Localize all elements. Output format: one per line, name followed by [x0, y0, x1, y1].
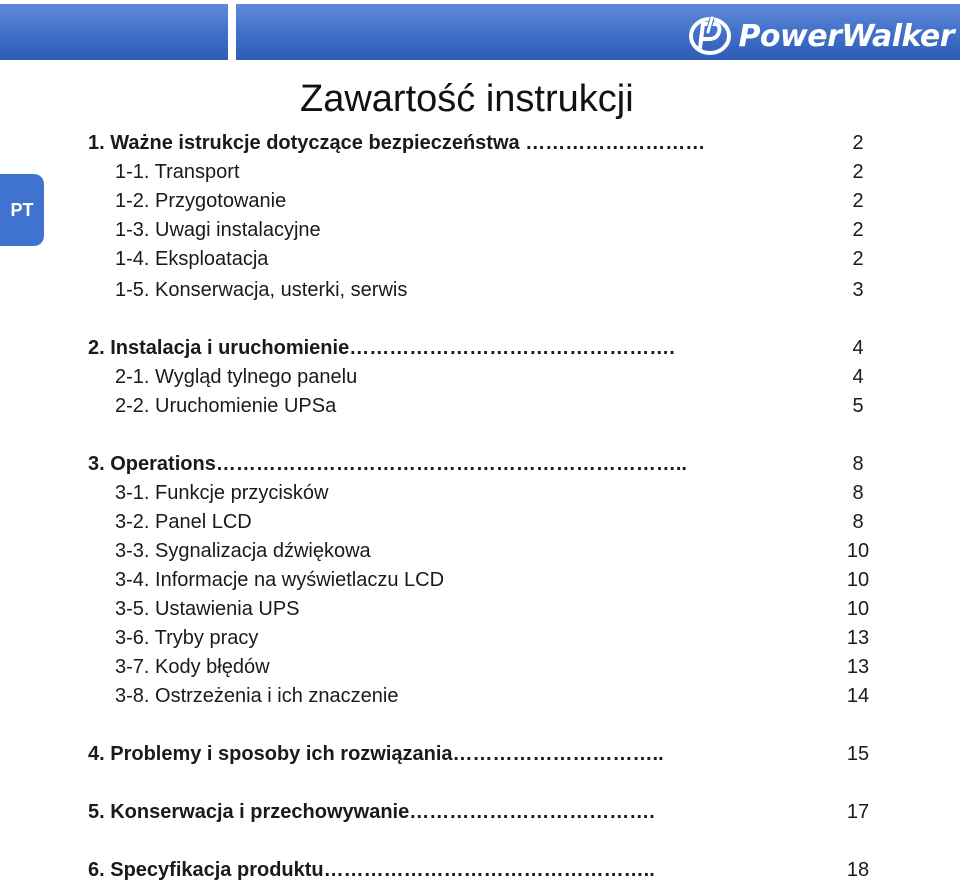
toc-entry-1-2 [0, 188, 960, 214]
toc-entry-3-7 [0, 654, 960, 680]
toc-page-number: 10 [846, 540, 870, 562]
toc-label: 1-1. Transport [115, 161, 240, 183]
power-walker-logo-icon [688, 14, 732, 58]
toc-page-number: 13 [846, 627, 870, 649]
toc-page-number: 2 [852, 219, 864, 241]
toc-label: 3-3. Sygnalizacja dźwiękowa [115, 540, 371, 562]
toc-page-number: 2 [852, 248, 864, 270]
toc-page-number: 4 [852, 366, 864, 388]
language-tab-label: PT [10, 199, 34, 220]
toc-entry-3-6 [0, 625, 960, 651]
toc-page-number: 8 [852, 482, 864, 504]
header-banner [0, 0, 960, 62]
toc-page-number: 8 [852, 511, 864, 533]
toc-label: 1-2. Przygotowanie [115, 190, 287, 212]
toc-page-number: 15 [846, 743, 870, 765]
toc-label: 3-6. Tryby pracy [115, 627, 259, 649]
toc-label: 3-8. Ostrzeżenia i ich znaczenie [115, 685, 399, 707]
toc-section-5 [0, 799, 960, 825]
toc-entry-3-8 [0, 683, 960, 709]
toc-label: 3. Operations…………………………………………………………….. [88, 453, 687, 475]
header-bar-left [0, 4, 228, 60]
toc-section-6 [0, 857, 960, 883]
header-bar-right [236, 4, 960, 60]
toc-page-number: 3 [852, 279, 864, 301]
toc-label: 1-3. Uwagi instalacyjne [115, 219, 321, 241]
toc-entry-1-1 [0, 159, 960, 185]
toc-label: 2. Instalacja i uruchomienie…………………………………………. [88, 337, 675, 359]
toc-label: 4. Problemy i sposoby ich rozwiązania………………………….. [88, 743, 664, 765]
page-title: Zawartość instrukcji [300, 78, 634, 120]
toc-label: 2-1. Wygląd tylnego panelu [115, 366, 358, 388]
toc-label: 3-1. Funkcje przycisków [115, 482, 329, 504]
toc-page-number: 5 [852, 395, 864, 417]
toc-entry-1-3 [0, 217, 960, 243]
toc-entry-3-1 [0, 480, 960, 506]
toc-section-1 [0, 130, 960, 156]
toc-label: 3-7. Kody błędów [115, 656, 270, 678]
toc-page-number: 2 [852, 190, 864, 212]
toc-entry-1-4 [0, 246, 960, 272]
toc-page-number: 13 [846, 656, 870, 678]
toc-entry-1-5 [0, 277, 960, 303]
toc-label: 5. Konserwacja i przechowywanie………………………………. [88, 801, 655, 823]
toc-entry-2-2 [0, 393, 960, 419]
toc-page-number: 2 [852, 132, 864, 154]
toc-label: 2-2. Uruchomienie UPSa [115, 395, 337, 417]
toc-page-number: 17 [846, 801, 870, 823]
toc-label: 3-5. Ustawienia UPS [115, 598, 300, 620]
toc-label: 1. Ważne istrukcje dotyczące bezpieczeństwa ……………………… [88, 132, 706, 154]
toc-label: 1-4. Eksploatacja [115, 248, 269, 270]
toc-page-number: 10 [846, 569, 870, 591]
toc-section-3 [0, 451, 960, 477]
toc-entry-3-3 [0, 538, 960, 564]
toc-label: 3-2. Panel LCD [115, 511, 252, 533]
toc-entry-3-5 [0, 596, 960, 622]
toc-entry-2-1 [0, 364, 960, 390]
toc-section-4 [0, 741, 960, 767]
toc-entry-3-2 [0, 509, 960, 535]
toc-label: 6. Specyfikacja produktu………………………………………….. [88, 859, 655, 881]
toc-label: 1-5. Konserwacja, usterki, serwis [115, 279, 408, 301]
toc-page-number: 18 [846, 859, 870, 881]
toc-page-number: 14 [846, 685, 870, 707]
brand-name: PowerWalker [738, 18, 954, 54]
toc-page-number: 8 [852, 453, 864, 475]
toc-section-2 [0, 335, 960, 361]
toc-page-number: 2 [852, 161, 864, 183]
toc-page-number: 4 [852, 337, 864, 359]
toc-entry-3-4 [0, 567, 960, 593]
toc-label: 3-4. Informacje na wyświetlaczu LCD [115, 569, 445, 591]
brand-logo [688, 12, 954, 60]
toc-page-number: 10 [846, 598, 870, 620]
